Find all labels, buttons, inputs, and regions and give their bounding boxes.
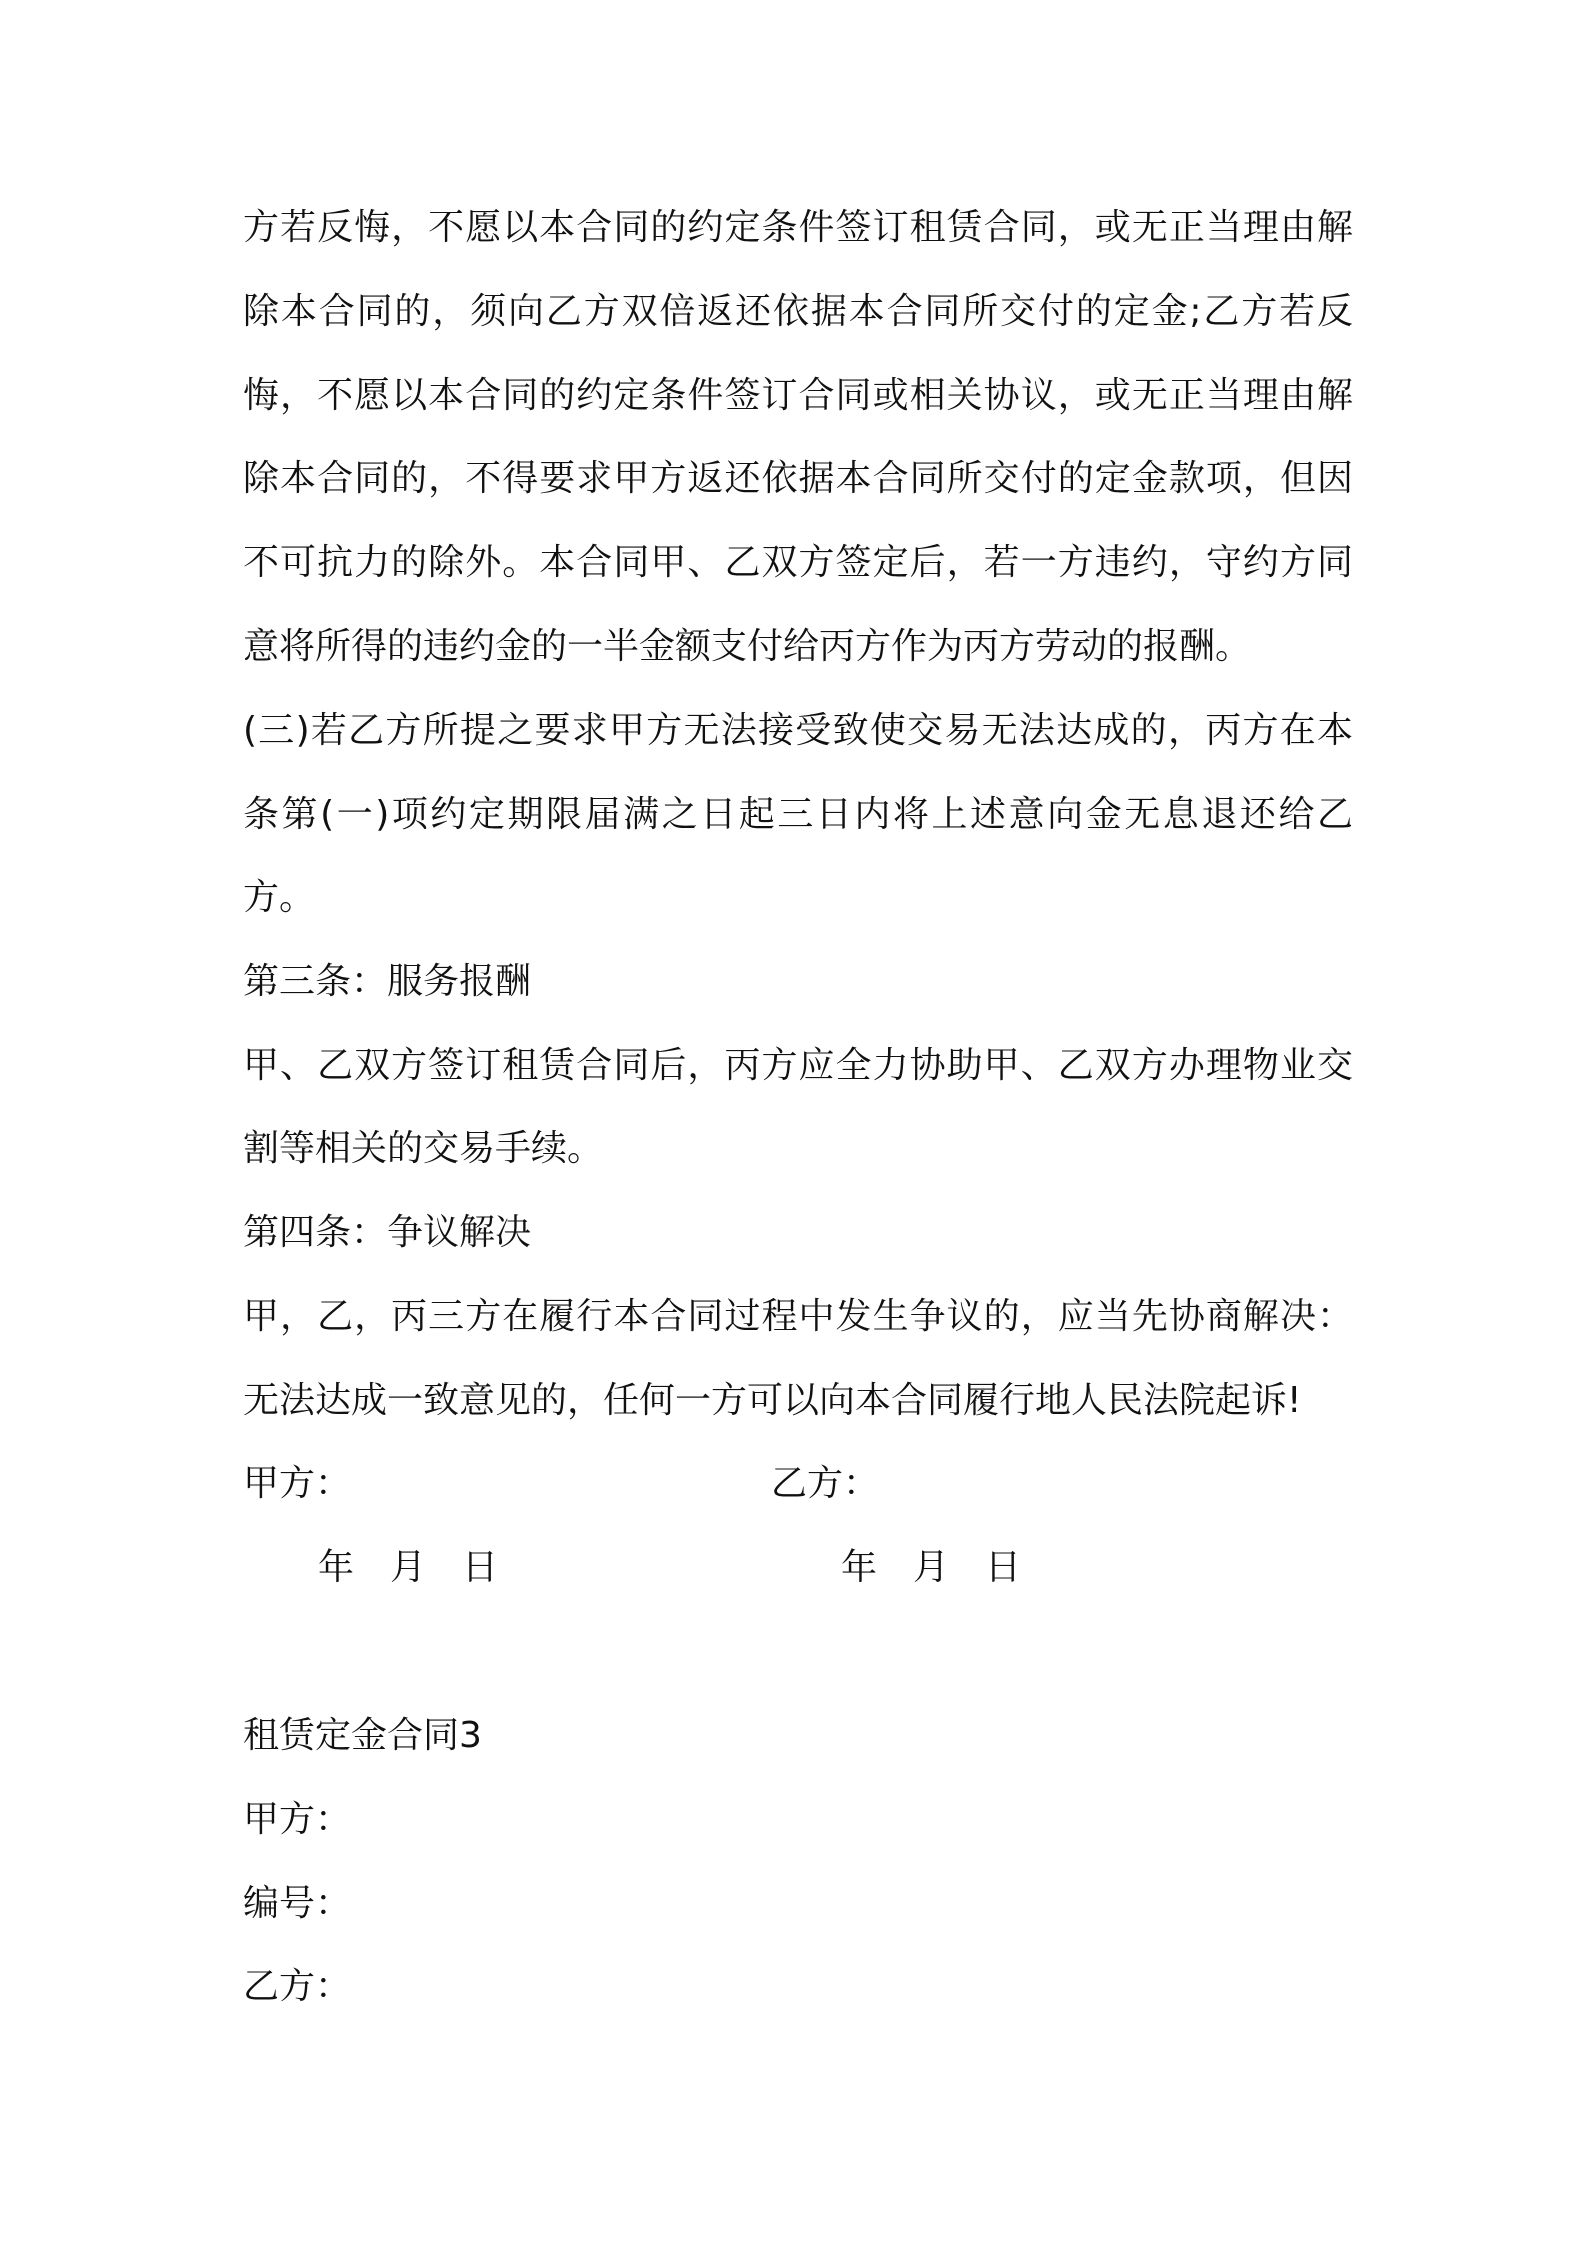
paragraph-1-line-2: 除本合同的，须向乙方双倍返还依据本合同所交付的定金;乙方若反 — [243, 291, 1353, 332]
paragraph-1-line-3: 悔，不愿以本合同的约定条件签订合同或相关协议，或无正当理由解 — [243, 375, 1353, 416]
paragraph-2-line-3: 方。 — [243, 877, 316, 918]
article-3-heading: 第三条：服务报酬 — [243, 961, 532, 1002]
date-month-right: 月 — [913, 1547, 950, 1588]
date-year-left: 年 — [318, 1547, 355, 1588]
article-3-line-1: 甲、乙双方签订租赁合同后，丙方应全力协助甲、乙双方办理物业交 — [243, 1045, 1353, 1086]
date-year-right: 年 — [841, 1547, 878, 1588]
signature-party-b: 乙方： — [771, 1463, 880, 1504]
signature-party-a: 甲方： — [243, 1463, 352, 1504]
paragraph-1-line-1: 方若反悔，不愿以本合同的约定条件签订租赁合同，或无正当理由解 — [243, 207, 1353, 248]
paragraph-1-line-4: 除本合同的，不得要求甲方返还依据本合同所交付的定金款项，但因 — [243, 458, 1353, 499]
date-day-left: 日 — [462, 1547, 499, 1588]
signature-date-left — [318, 1544, 534, 1592]
date-month-left: 月 — [390, 1547, 427, 1588]
signature-date-right — [841, 1544, 1057, 1592]
next-contract-party-a: 甲方： — [243, 1799, 352, 1840]
paragraph-1-line-6: 意将所得的违约金的一半金额支付给丙方作为丙方劳动的报酬。 — [243, 626, 1252, 667]
next-contract-number: 编号： — [243, 1883, 352, 1924]
paragraph-2-line-2: 条第(一)项约定期限届满之日起三日内将上述意向金无息退还给乙 — [243, 794, 1353, 835]
article-4-line-2: 无法达成一致意见的，任何一方可以向本合同履行地人民法院起诉! — [243, 1380, 1302, 1421]
article-4-heading: 第四条：争议解决 — [243, 1212, 532, 1253]
next-contract-title: 租赁定金合同3 — [243, 1715, 482, 1756]
paragraph-2-line-1: (三)若乙方所提之要求甲方无法接受致使交易无法达成的，丙方在本 — [243, 710, 1353, 751]
next-contract-party-b: 乙方： — [243, 1966, 352, 2007]
paragraph-1-line-5: 不可抗力的除外。本合同甲、乙双方签定后，若一方违约，守约方同 — [243, 542, 1353, 583]
article-4-line-1: 甲，乙，丙三方在履行本合同过程中发生争议的，应当先协商解决： — [243, 1296, 1353, 1337]
article-3-line-2: 割等相关的交易手续。 — [243, 1128, 604, 1169]
date-day-right: 日 — [985, 1547, 1022, 1588]
